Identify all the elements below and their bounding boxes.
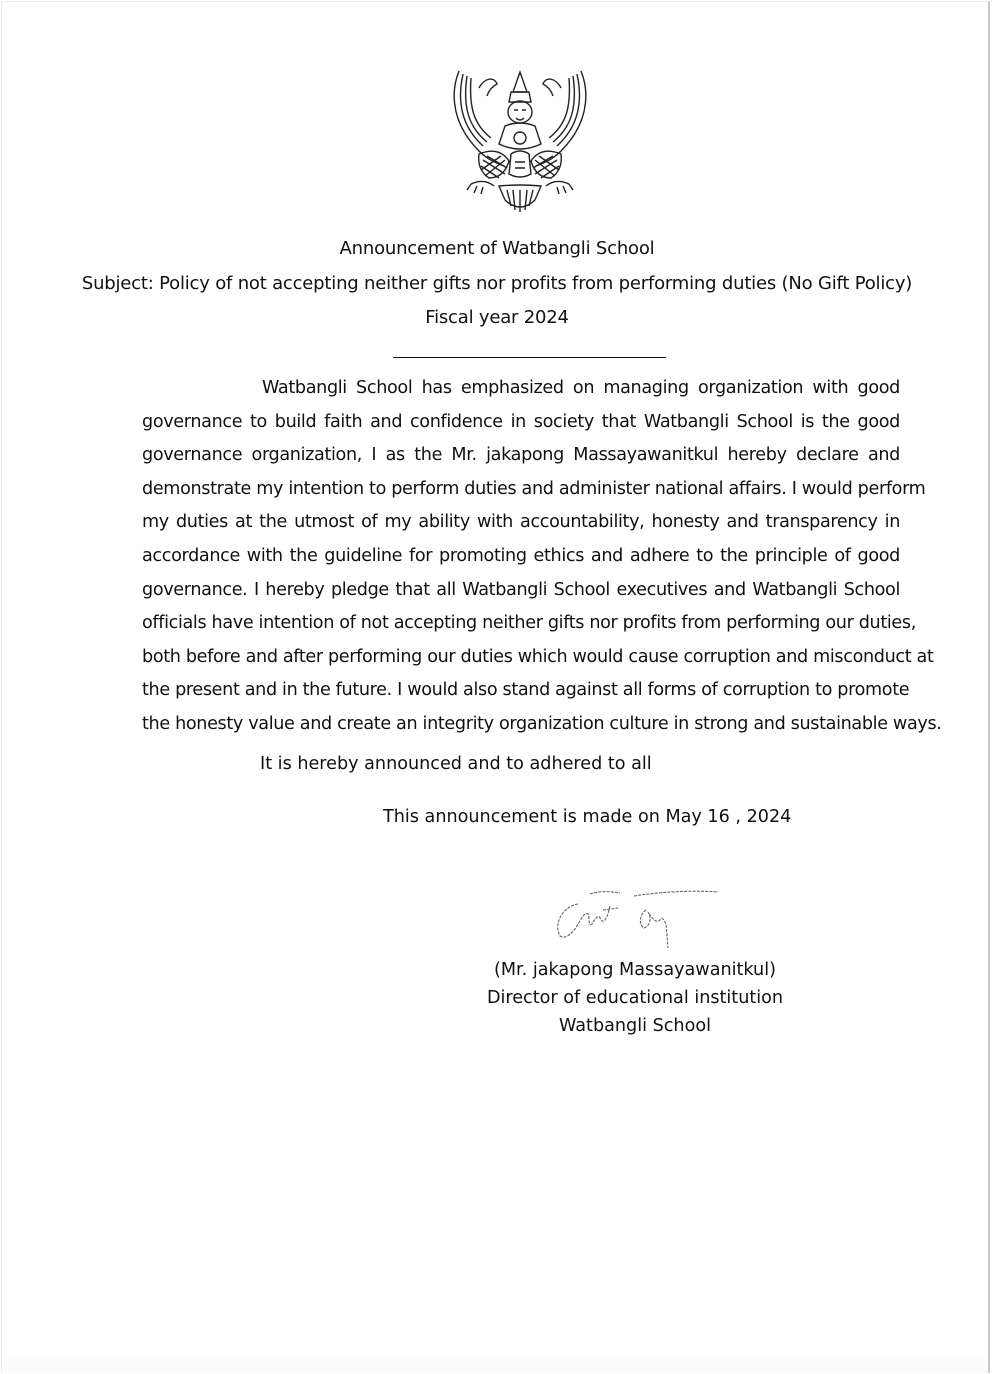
fiscal-year: Fiscal year 2024 [425, 307, 569, 328]
body-line: the present and in the future. I would also stand against all forms of corruption to promote [142, 680, 910, 701]
body-line: officials have intention of not accepting neither gifts nor profits from performing our duties, [142, 613, 916, 634]
body-line: governance. I hereby pledge that all Watbangli School executives and Watbangli School [142, 579, 900, 600]
signature-block [480, 956, 790, 1040]
announcement-subject: Subject: Policy of not accepting neither gifts nor profits from performing duties (No Gift Policy) [81, 273, 913, 294]
page-shadow [2, 1345, 988, 1373]
announcement-body [142, 372, 942, 742]
announcement-title: Announcement of Watbangli School [339, 238, 655, 259]
body-line: my duties at the utmost of my ability with accountability, honesty and transparency in [142, 512, 900, 533]
header-divider [393, 357, 666, 358]
body-line: the honesty value and create an integrity organization culture in strong and sustainable ways. [142, 713, 942, 734]
garuda-emblem-icon [449, 66, 591, 216]
signatory-organization: Watbangli School [559, 1016, 711, 1036]
announcement-date: This announcement is made on May 16 , 2024 [383, 807, 792, 827]
body-line: accordance with the guideline for promoting ethics and adhere to the principle of good [142, 545, 900, 566]
body-line: demonstrate my intention to perform duties and administer national affairs. I would perform [142, 478, 926, 499]
body-line: governance organization, I as the Mr. jakapong Massayawanitkul hereby declare and [142, 445, 900, 466]
body-line: governance to build faith and confidence in society that Watbangli School is the good [142, 411, 900, 432]
body-line: Watbangli School has emphasized on managing organization with good [262, 378, 900, 398]
signature-icon [548, 884, 723, 956]
signatory-name: (Mr. jakapong Massayawanitkul) [494, 960, 776, 980]
signatory-position: Director of educational institution [486, 988, 784, 1008]
closing-statement: It is hereby announced and to adhered to all [260, 754, 652, 774]
body-line: both before and after performing our duties which would cause corruption and misconduct at [142, 646, 934, 667]
